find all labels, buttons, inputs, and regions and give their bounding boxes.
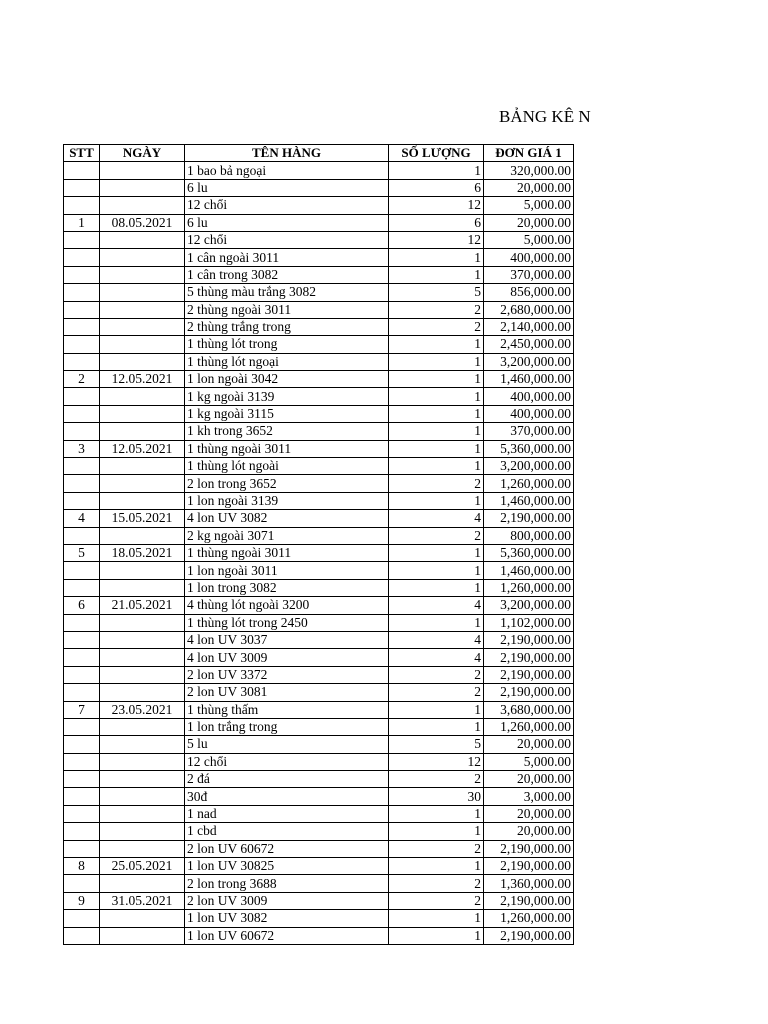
cell-quantity: 4 [389, 597, 484, 614]
cell-stt: 2 [64, 371, 100, 388]
cell-quantity: 2 [389, 475, 484, 492]
cell-quantity: 1 [389, 336, 484, 353]
cell-stt [64, 631, 100, 648]
cell-date [100, 718, 185, 735]
cell-stt: 7 [64, 701, 100, 718]
cell-date: 15.05.2021 [100, 510, 185, 527]
cell-quantity: 5 [389, 284, 484, 301]
cell-unit-price: 3,200,000.00 [484, 597, 574, 614]
cell-unit-price: 5,360,000.00 [484, 440, 574, 457]
cell-item-name: 4 lon UV 3009 [185, 649, 389, 666]
header-date: NGÀY [100, 145, 185, 162]
cell-unit-price: 2,190,000.00 [484, 684, 574, 701]
cell-stt [64, 458, 100, 475]
cell-unit-price: 3,200,000.00 [484, 353, 574, 370]
cell-unit-price: 2,680,000.00 [484, 301, 574, 318]
cell-unit-price: 20,000.00 [484, 736, 574, 753]
cell-item-name: 1 thùng ngoài 3011 [185, 544, 389, 561]
cell-stt [64, 684, 100, 701]
cell-quantity: 2 [389, 318, 484, 335]
invoice-table [63, 144, 574, 945]
table-row [64, 875, 574, 892]
cell-stt [64, 805, 100, 822]
page-title: BẢNG KÊ N [499, 107, 591, 126]
cell-unit-price: 1,460,000.00 [484, 562, 574, 579]
table-row [64, 666, 574, 683]
cell-unit-price: 3,200,000.00 [484, 458, 574, 475]
table-row [64, 771, 574, 788]
table-row [64, 440, 574, 457]
table-row [64, 249, 574, 266]
cell-unit-price: 400,000.00 [484, 388, 574, 405]
cell-item-name: 12 chổi [185, 231, 389, 248]
cell-date: 08.05.2021 [100, 214, 185, 231]
cell-stt [64, 179, 100, 196]
cell-item-name: 1 nad [185, 805, 389, 822]
cell-stt [64, 423, 100, 440]
table-row [64, 162, 574, 179]
cell-stt [64, 475, 100, 492]
table-row [64, 892, 574, 909]
cell-date [100, 318, 185, 335]
cell-date [100, 458, 185, 475]
cell-date [100, 649, 185, 666]
cell-quantity: 2 [389, 892, 484, 909]
cell-date [100, 492, 185, 509]
cell-item-name: 4 lon UV 3082 [185, 510, 389, 527]
cell-unit-price: 1,460,000.00 [484, 371, 574, 388]
header-stt: STT [64, 145, 100, 162]
cell-quantity: 1 [389, 388, 484, 405]
cell-date [100, 579, 185, 596]
cell-item-name: 2 lon trong 3652 [185, 475, 389, 492]
table-row [64, 597, 574, 614]
table-row [64, 231, 574, 248]
cell-stt: 8 [64, 858, 100, 875]
cell-quantity: 12 [389, 231, 484, 248]
cell-date [100, 614, 185, 631]
cell-quantity: 6 [389, 214, 484, 231]
cell-unit-price: 1,360,000.00 [484, 875, 574, 892]
cell-date [100, 753, 185, 770]
cell-item-name: 1 thùng lót ngoài [185, 458, 389, 475]
cell-quantity: 4 [389, 631, 484, 648]
cell-quantity: 1 [389, 353, 484, 370]
cell-stt [64, 823, 100, 840]
cell-unit-price: 2,190,000.00 [484, 510, 574, 527]
cell-item-name: 6 lu [185, 179, 389, 196]
table-row [64, 631, 574, 648]
cell-unit-price: 5,360,000.00 [484, 544, 574, 561]
cell-stt [64, 910, 100, 927]
cell-quantity: 1 [389, 579, 484, 596]
cell-date [100, 162, 185, 179]
cell-date: 18.05.2021 [100, 544, 185, 561]
cell-unit-price: 370,000.00 [484, 423, 574, 440]
cell-date: 31.05.2021 [100, 892, 185, 909]
table-row [64, 858, 574, 875]
cell-quantity: 2 [389, 875, 484, 892]
cell-stt: 6 [64, 597, 100, 614]
cell-quantity: 1 [389, 492, 484, 509]
cell-quantity: 1 [389, 718, 484, 735]
cell-date [100, 927, 185, 944]
cell-item-name: 1 cbd [185, 823, 389, 840]
cell-unit-price: 5,000.00 [484, 753, 574, 770]
cell-stt [64, 788, 100, 805]
cell-date [100, 805, 185, 822]
cell-stt [64, 527, 100, 544]
cell-item-name: 4 thùng lót ngoài 3200 [185, 597, 389, 614]
cell-date: 12.05.2021 [100, 440, 185, 457]
cell-date [100, 666, 185, 683]
cell-item-name: 4 lon UV 3037 [185, 631, 389, 648]
table-row [64, 701, 574, 718]
cell-item-name: 30đ [185, 788, 389, 805]
cell-quantity: 1 [389, 440, 484, 457]
cell-stt [64, 666, 100, 683]
cell-item-name: 1 lon ngoài 3139 [185, 492, 389, 509]
cell-item-name: 6 lu [185, 214, 389, 231]
cell-quantity: 4 [389, 510, 484, 527]
cell-stt [64, 388, 100, 405]
cell-unit-price: 320,000.00 [484, 162, 574, 179]
cell-quantity: 1 [389, 927, 484, 944]
table-row [64, 336, 574, 353]
cell-unit-price: 1,260,000.00 [484, 910, 574, 927]
cell-date [100, 875, 185, 892]
table-row [64, 527, 574, 544]
cell-item-name: 2 lon UV 3009 [185, 892, 389, 909]
cell-quantity: 1 [389, 544, 484, 561]
cell-quantity: 2 [389, 666, 484, 683]
table-row [64, 353, 574, 370]
cell-unit-price: 1,260,000.00 [484, 475, 574, 492]
table-row [64, 544, 574, 561]
cell-unit-price: 2,450,000.00 [484, 336, 574, 353]
cell-stt: 5 [64, 544, 100, 561]
cell-stt [64, 492, 100, 509]
cell-unit-price: 370,000.00 [484, 266, 574, 283]
table-row [64, 927, 574, 944]
cell-quantity: 2 [389, 527, 484, 544]
cell-stt [64, 162, 100, 179]
cell-quantity: 2 [389, 684, 484, 701]
cell-unit-price: 20,000.00 [484, 179, 574, 196]
cell-date: 12.05.2021 [100, 371, 185, 388]
cell-unit-price: 1,460,000.00 [484, 492, 574, 509]
cell-item-name: 2 thùng ngoài 3011 [185, 301, 389, 318]
cell-date [100, 179, 185, 196]
table-row [64, 284, 574, 301]
cell-stt [64, 736, 100, 753]
cell-stt [64, 718, 100, 735]
cell-stt [64, 840, 100, 857]
table-row [64, 840, 574, 857]
cell-stt: 3 [64, 440, 100, 457]
cell-stt [64, 318, 100, 335]
cell-item-name: 1 bao bả ngoại [185, 162, 389, 179]
cell-unit-price: 2,190,000.00 [484, 666, 574, 683]
cell-item-name: 2 lon UV 3372 [185, 666, 389, 683]
cell-quantity: 1 [389, 823, 484, 840]
cell-unit-price: 2,190,000.00 [484, 631, 574, 648]
cell-date [100, 823, 185, 840]
cell-item-name: 5 lu [185, 736, 389, 753]
cell-item-name: 1 thùng lót trong 2450 [185, 614, 389, 631]
cell-unit-price: 2,190,000.00 [484, 858, 574, 875]
cell-stt [64, 875, 100, 892]
cell-quantity: 1 [389, 701, 484, 718]
cell-date [100, 840, 185, 857]
cell-date [100, 353, 185, 370]
cell-date [100, 736, 185, 753]
cell-item-name: 1 thùng thấm [185, 701, 389, 718]
cell-unit-price: 5,000.00 [484, 231, 574, 248]
cell-item-name: 1 lon UV 3082 [185, 910, 389, 927]
table-row [64, 684, 574, 701]
cell-quantity: 1 [389, 858, 484, 875]
cell-stt [64, 231, 100, 248]
table-row [64, 371, 574, 388]
cell-quantity: 4 [389, 649, 484, 666]
cell-stt [64, 249, 100, 266]
table-row [64, 788, 574, 805]
table-row [64, 510, 574, 527]
cell-unit-price: 20,000.00 [484, 823, 574, 840]
table-row [64, 405, 574, 422]
cell-date [100, 684, 185, 701]
cell-quantity: 1 [389, 562, 484, 579]
table-row [64, 579, 574, 596]
cell-date [100, 631, 185, 648]
cell-date: 23.05.2021 [100, 701, 185, 718]
cell-item-name: 1 lon UV 30825 [185, 858, 389, 875]
cell-date [100, 249, 185, 266]
cell-unit-price: 856,000.00 [484, 284, 574, 301]
cell-date: 25.05.2021 [100, 858, 185, 875]
table-row [64, 214, 574, 231]
cell-unit-price: 20,000.00 [484, 214, 574, 231]
header-row [64, 145, 574, 162]
cell-unit-price: 800,000.00 [484, 527, 574, 544]
cell-stt [64, 579, 100, 596]
cell-unit-price: 400,000.00 [484, 405, 574, 422]
cell-item-name: 1 kh trong 3652 [185, 423, 389, 440]
header-item-name: TÊN HÀNG [185, 145, 389, 162]
cell-item-name: 1 kg ngoài 3139 [185, 388, 389, 405]
table-row [64, 179, 574, 196]
cell-quantity: 1 [389, 423, 484, 440]
cell-quantity: 1 [389, 371, 484, 388]
cell-quantity: 30 [389, 788, 484, 805]
table-row [64, 475, 574, 492]
cell-stt [64, 197, 100, 214]
cell-item-name: 1 lon UV 60672 [185, 927, 389, 944]
cell-quantity: 2 [389, 840, 484, 857]
table-row [64, 423, 574, 440]
cell-item-name: 2 đá [185, 771, 389, 788]
cell-quantity: 1 [389, 405, 484, 422]
table-row [64, 197, 574, 214]
cell-stt [64, 336, 100, 353]
cell-quantity: 1 [389, 458, 484, 475]
cell-item-name: 1 lon ngoài 3011 [185, 562, 389, 579]
cell-quantity: 1 [389, 162, 484, 179]
cell-unit-price: 1,102,000.00 [484, 614, 574, 631]
cell-item-name: 1 cân trong 3082 [185, 266, 389, 283]
table-row [64, 614, 574, 631]
cell-quantity: 6 [389, 179, 484, 196]
cell-item-name: 12 chổi [185, 753, 389, 770]
cell-unit-price: 5,000.00 [484, 197, 574, 214]
cell-unit-price: 2,190,000.00 [484, 649, 574, 666]
cell-unit-price: 1,260,000.00 [484, 718, 574, 735]
cell-item-name: 1 lon trắng trong [185, 718, 389, 735]
cell-date [100, 231, 185, 248]
table-row [64, 266, 574, 283]
cell-item-name: 1 lon trong 3082 [185, 579, 389, 596]
cell-stt [64, 353, 100, 370]
cell-unit-price: 400,000.00 [484, 249, 574, 266]
cell-date [100, 388, 185, 405]
cell-date [100, 527, 185, 544]
cell-quantity: 12 [389, 753, 484, 770]
cell-date: 21.05.2021 [100, 597, 185, 614]
cell-date [100, 910, 185, 927]
cell-stt [64, 771, 100, 788]
cell-date [100, 771, 185, 788]
cell-unit-price: 20,000.00 [484, 771, 574, 788]
cell-item-name: 1 thùng ngoài 3011 [185, 440, 389, 457]
cell-stt: 9 [64, 892, 100, 909]
cell-date [100, 562, 185, 579]
cell-date [100, 266, 185, 283]
cell-stt [64, 405, 100, 422]
cell-item-name: 1 kg ngoài 3115 [185, 405, 389, 422]
cell-item-name: 1 thùng lót trong [185, 336, 389, 353]
cell-date [100, 788, 185, 805]
cell-stt [64, 266, 100, 283]
cell-quantity: 1 [389, 266, 484, 283]
cell-stt [64, 927, 100, 944]
table-row [64, 753, 574, 770]
cell-stt [64, 753, 100, 770]
cell-date [100, 405, 185, 422]
header-unit-price: ĐƠN GIÁ 1 [484, 145, 574, 162]
cell-quantity: 2 [389, 771, 484, 788]
cell-unit-price: 2,190,000.00 [484, 840, 574, 857]
cell-stt: 4 [64, 510, 100, 527]
cell-stt [64, 614, 100, 631]
table-row [64, 736, 574, 753]
cell-quantity: 5 [389, 736, 484, 753]
cell-stt: 1 [64, 214, 100, 231]
cell-unit-price: 1,260,000.00 [484, 579, 574, 596]
table-row [64, 492, 574, 509]
cell-quantity: 1 [389, 249, 484, 266]
cell-item-name: 2 thùng trắng trong [185, 318, 389, 335]
table-row [64, 301, 574, 318]
cell-quantity: 1 [389, 805, 484, 822]
cell-date [100, 301, 185, 318]
table-row [64, 910, 574, 927]
cell-unit-price: 3,680,000.00 [484, 701, 574, 718]
table-row [64, 823, 574, 840]
table-row [64, 388, 574, 405]
cell-item-name: 2 kg ngoài 3071 [185, 527, 389, 544]
cell-date [100, 197, 185, 214]
cell-item-name: 2 lon trong 3688 [185, 875, 389, 892]
header-quantity: SỐ LƯỢNG [389, 145, 484, 162]
table-row [64, 718, 574, 735]
cell-item-name: 5 thùng màu trắng 3082 [185, 284, 389, 301]
cell-unit-price: 2,140,000.00 [484, 318, 574, 335]
cell-date [100, 475, 185, 492]
cell-unit-price: 3,000.00 [484, 788, 574, 805]
cell-item-name: 12 chổi [185, 197, 389, 214]
cell-quantity: 12 [389, 197, 484, 214]
cell-quantity: 2 [389, 301, 484, 318]
cell-item-name: 1 thùng lót ngoại [185, 353, 389, 370]
cell-quantity: 1 [389, 614, 484, 631]
cell-quantity: 1 [389, 910, 484, 927]
cell-item-name: 1 lon ngoài 3042 [185, 371, 389, 388]
cell-item-name: 2 lon UV 60672 [185, 840, 389, 857]
cell-item-name: 2 lon UV 3081 [185, 684, 389, 701]
cell-stt [64, 649, 100, 666]
cell-stt [64, 301, 100, 318]
cell-stt [64, 284, 100, 301]
cell-date [100, 284, 185, 301]
cell-stt [64, 562, 100, 579]
cell-date [100, 336, 185, 353]
table-row [64, 649, 574, 666]
table-row [64, 562, 574, 579]
table-row [64, 805, 574, 822]
cell-unit-price: 20,000.00 [484, 805, 574, 822]
cell-item-name: 1 cân ngoài 3011 [185, 249, 389, 266]
cell-unit-price: 2,190,000.00 [484, 927, 574, 944]
table-row [64, 318, 574, 335]
cell-date [100, 423, 185, 440]
table-row [64, 458, 574, 475]
cell-unit-price: 2,190,000.00 [484, 892, 574, 909]
